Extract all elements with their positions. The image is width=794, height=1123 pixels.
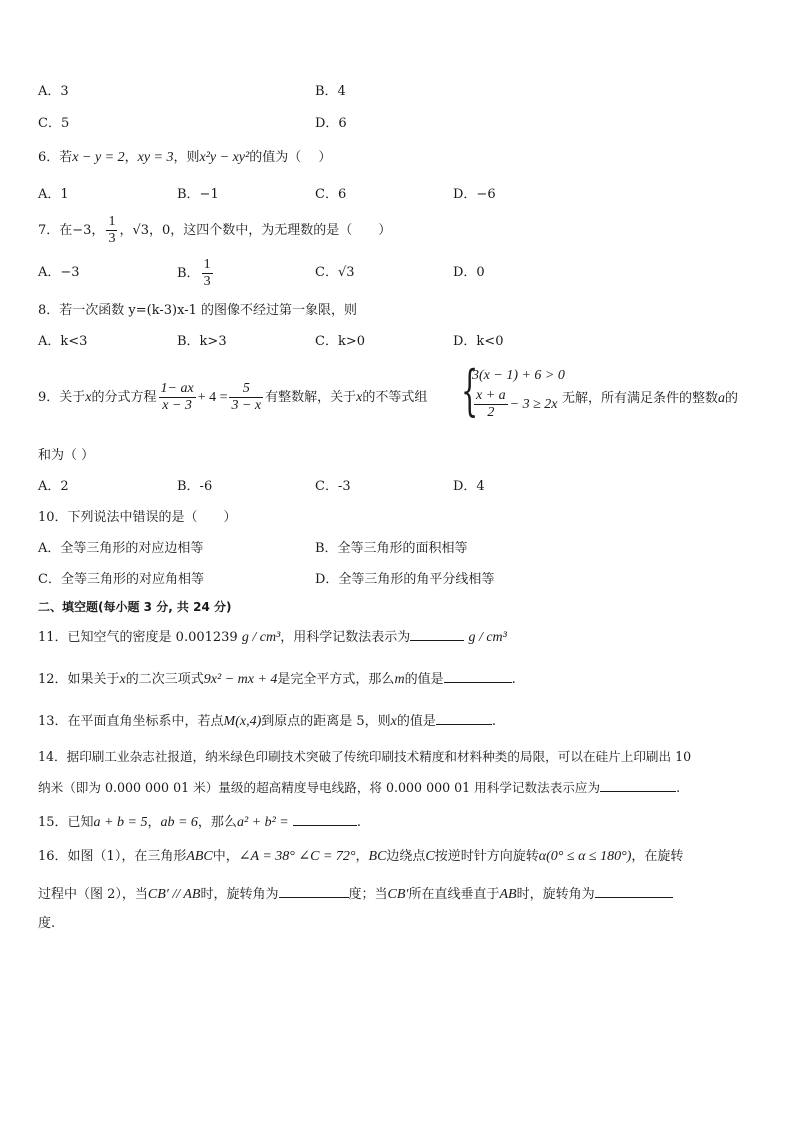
q8-option-c: C．k>0 <box>315 334 365 349</box>
q9-text-5: 无解，所有满足条件的整数 <box>562 391 719 406</box>
q12-text-1: 12．如果关于 <box>38 672 120 687</box>
q6-condition-2: xy = 3 <box>137 150 174 165</box>
q16-answer-blank-2 <box>595 885 673 898</box>
q9-eq-right-numerator: 5 <box>229 381 263 398</box>
q14-line-2 <box>38 779 680 797</box>
q16-l2-text-5: 时，旋转角为 <box>516 887 595 902</box>
q6-condition-1: x − y = 2 <box>72 150 125 165</box>
q16-l2-text-2: 时，旋转角为 <box>200 887 279 902</box>
q15-expression: a² + b² = <box>236 815 289 830</box>
q16-alpha-range: α(0° ≤ α ≤ 180°) <box>538 849 632 864</box>
q7-option-c: C．√3 <box>315 265 355 280</box>
q16-side-bc: BC <box>368 849 387 864</box>
q16-triangle-abc: ABC <box>186 849 213 864</box>
q13-answer-blank <box>436 712 492 725</box>
q15-separator: ， <box>147 815 161 830</box>
q14-line-1: 14．据印刷工业杂志社报道，纳米绿色印刷技术突破了传统印刷技术精度和材料种类的局限，可以在硅片上印刷出 10 <box>38 749 692 764</box>
q8-option-b: B．k>3 <box>177 334 227 349</box>
q7-prefix: 7．在−3， <box>38 223 105 238</box>
q10-option-c: C．全等三角形的对应角相等 <box>38 572 204 587</box>
q6-option-a: A．1 <box>38 187 69 202</box>
q7-option-b-label: B． <box>177 266 200 281</box>
q13-var-x: x <box>390 714 397 729</box>
q16-text-6: ，在旋转 <box>631 849 684 864</box>
q7-option-d: D．0 <box>453 265 485 280</box>
q16-point-c: C <box>425 849 435 864</box>
q12-text-4: 的值是 <box>404 672 444 687</box>
q7-option-b-numerator: 1 <box>203 257 211 272</box>
q9-text-2: 的分式方程 <box>91 390 157 405</box>
q9-ineq2-rest: − 3 ≥ 2x <box>509 397 558 412</box>
q9-eq-right-fraction <box>229 381 263 414</box>
q9-text-6: 的 <box>725 391 739 406</box>
q9-ineq2-fraction <box>474 388 508 421</box>
q9-inequality-1: 3(x − 1) + 6 > 0 <box>472 368 565 383</box>
q14-answer-blank <box>600 779 676 792</box>
q10-option-a: A．全等三角形的对应边相等 <box>38 541 204 556</box>
q6-expression: x²y − xy² <box>199 150 250 165</box>
q9-option-b: B．-6 <box>177 479 213 494</box>
q13-text-3: 的值是 <box>396 714 436 729</box>
q16-line-ab: AB <box>499 887 517 902</box>
q9-option-c: C．-3 <box>315 479 351 494</box>
q11-text-1: 11．已知空气的密度是 0.001239 <box>38 630 238 645</box>
q9-option-d: D．4 <box>453 479 485 494</box>
q16-l2-text-4: 所在直线垂直于 <box>408 887 500 902</box>
q12-var-m: m <box>394 672 405 687</box>
q16-text-2: 中， <box>212 849 239 864</box>
q14-end: . <box>676 780 681 795</box>
q16-text-3: ， <box>355 849 369 864</box>
q7-option-a: A．−3 <box>38 265 80 280</box>
q12-var-x: x <box>119 672 126 687</box>
q9-eq-right-denominator: 3 − x <box>231 398 262 413</box>
q15-answer-blank <box>293 813 357 826</box>
q15-text-2: ，那么 <box>197 815 237 830</box>
q16-line-1 <box>38 848 683 866</box>
q12-answer-blank <box>444 670 512 683</box>
q11-unit: g / cm³ <box>241 630 281 645</box>
q12-text-2: 的二次三项式 <box>125 672 204 687</box>
q9-stem-continued: 和为（ ） <box>38 448 95 463</box>
q10-option-b: B．全等三角形的面积相等 <box>315 541 468 556</box>
q7-rest: ，√3，0，这四个数中，为无理数的是（ ） <box>119 223 392 238</box>
q6-stem <box>38 149 331 167</box>
q16-text-5: 按逆时针方向旋转 <box>434 849 539 864</box>
q6-mid-text: ，则 <box>173 150 200 165</box>
q5-option-b: B．4 <box>315 84 346 99</box>
q9-var-a: a <box>718 391 726 406</box>
q15-end: . <box>356 815 362 830</box>
q13-end: . <box>491 714 497 729</box>
q9-eq-left-denominator: x − 3 <box>162 398 192 413</box>
q7-option-b <box>177 256 215 292</box>
q6-separator: ， <box>124 150 138 165</box>
q15-stem <box>38 813 361 832</box>
q15-condition-2: ab = 6 <box>160 815 198 830</box>
q6-option-c: C．6 <box>315 187 347 202</box>
q6-suffix: 的值为（ ） <box>249 150 332 165</box>
q6-option-b: B．−1 <box>177 187 219 202</box>
q12-stem <box>38 670 516 689</box>
q9-brace-icon: { <box>461 359 479 422</box>
q11-text-2: ，用科学记数法表示为 <box>280 630 411 645</box>
section-heading-fill-in: 二、填空题(每小题 3 分, 共 24 分) <box>38 600 232 614</box>
q7-fraction-numerator: 1 <box>108 214 116 229</box>
q9-stem-part1 <box>38 380 427 416</box>
q9-option-a: A．2 <box>38 479 69 494</box>
q10-stem: 10．下列说法中错误的是（ ） <box>38 510 237 525</box>
q16-text-1: 16．如图（1），在三角形 <box>38 849 187 864</box>
q8-option-d: D．k<0 <box>453 334 504 349</box>
q8-option-a: A．k<3 <box>38 334 88 349</box>
q9-var-x: x <box>85 390 92 405</box>
q5-option-c: C．5 <box>38 116 70 131</box>
q6-prefix: 6．若 <box>38 150 73 165</box>
q13-text-2: 到原点的距离是 5，则 <box>261 714 391 729</box>
q15-text-1: 15．已知 <box>38 815 94 830</box>
q14-text: 纳米（即为 0.000 000 01 米）量级的超高精度导电线路，将 0.000 000 01 用科学记数法表示应为 <box>38 780 601 795</box>
q16-line-2 <box>38 885 673 904</box>
q12-expression: 9x² − mx + 4 <box>203 672 278 687</box>
q16-text-4: 边绕点 <box>386 849 426 864</box>
q7-option-b-denominator: 3 <box>203 274 211 289</box>
q7-fraction-denominator: 3 <box>108 231 116 246</box>
q9-eq-left-numerator: 1− ax <box>160 381 194 396</box>
q13-text-1: 13．在平面直角坐标系中，若点 <box>38 714 224 729</box>
q6-option-d: D．−6 <box>453 187 496 202</box>
q13-stem <box>38 712 496 731</box>
q9-text-4: 的不等式组 <box>362 390 428 405</box>
q16-line-3: 度. <box>38 916 56 931</box>
q7-fraction <box>106 214 117 247</box>
q9-text-1: 9．关于 <box>38 390 86 405</box>
q7-option-b-fraction <box>202 257 213 290</box>
q5-option-a: A．3 <box>38 84 69 99</box>
q10-option-d: D．全等三角形的角平分线相等 <box>315 572 495 587</box>
q16-l2-text-3: 度；当 <box>348 887 388 902</box>
q16-answer-blank-1 <box>279 885 349 898</box>
q11-stem <box>38 628 507 647</box>
q9-eq-mid: + 4 = <box>197 390 228 405</box>
q16-angles: ∠A = 38° ∠C = 72° <box>238 849 356 864</box>
q9-stem-part2 <box>562 390 738 408</box>
q8-stem: 8．若一次函数 y=(k-3)x-1 的图像不经过第一象限，则 <box>38 303 357 318</box>
q12-text-3: 是完全平方式，那么 <box>277 672 395 687</box>
q9-ineq2-numerator: x + a <box>476 388 506 404</box>
q11-unit-2: g / cm³ <box>468 630 507 645</box>
q15-condition-1: a + b = 5 <box>93 815 148 830</box>
q12-end: . <box>511 672 516 687</box>
q5-option-d: D．6 <box>315 116 347 131</box>
q13-point-m: M(x,4) <box>223 714 262 729</box>
q9-var-x-2: x <box>356 390 363 405</box>
q9-inequality-2 <box>472 387 558 423</box>
q16-l2-text-1: 过程中（图 2），当 <box>38 887 148 902</box>
q9-eq-left-fraction <box>159 381 196 414</box>
q16-line-cb-prime: CB′ <box>387 887 409 902</box>
q11-answer-blank <box>410 628 464 641</box>
q9-text-3: 有整数解，关于 <box>265 390 357 405</box>
q9-ineq2-denominator: 2 <box>487 405 495 421</box>
q7-stem <box>38 213 391 249</box>
q16-parallel-condition: CB′ // AB <box>147 887 201 902</box>
